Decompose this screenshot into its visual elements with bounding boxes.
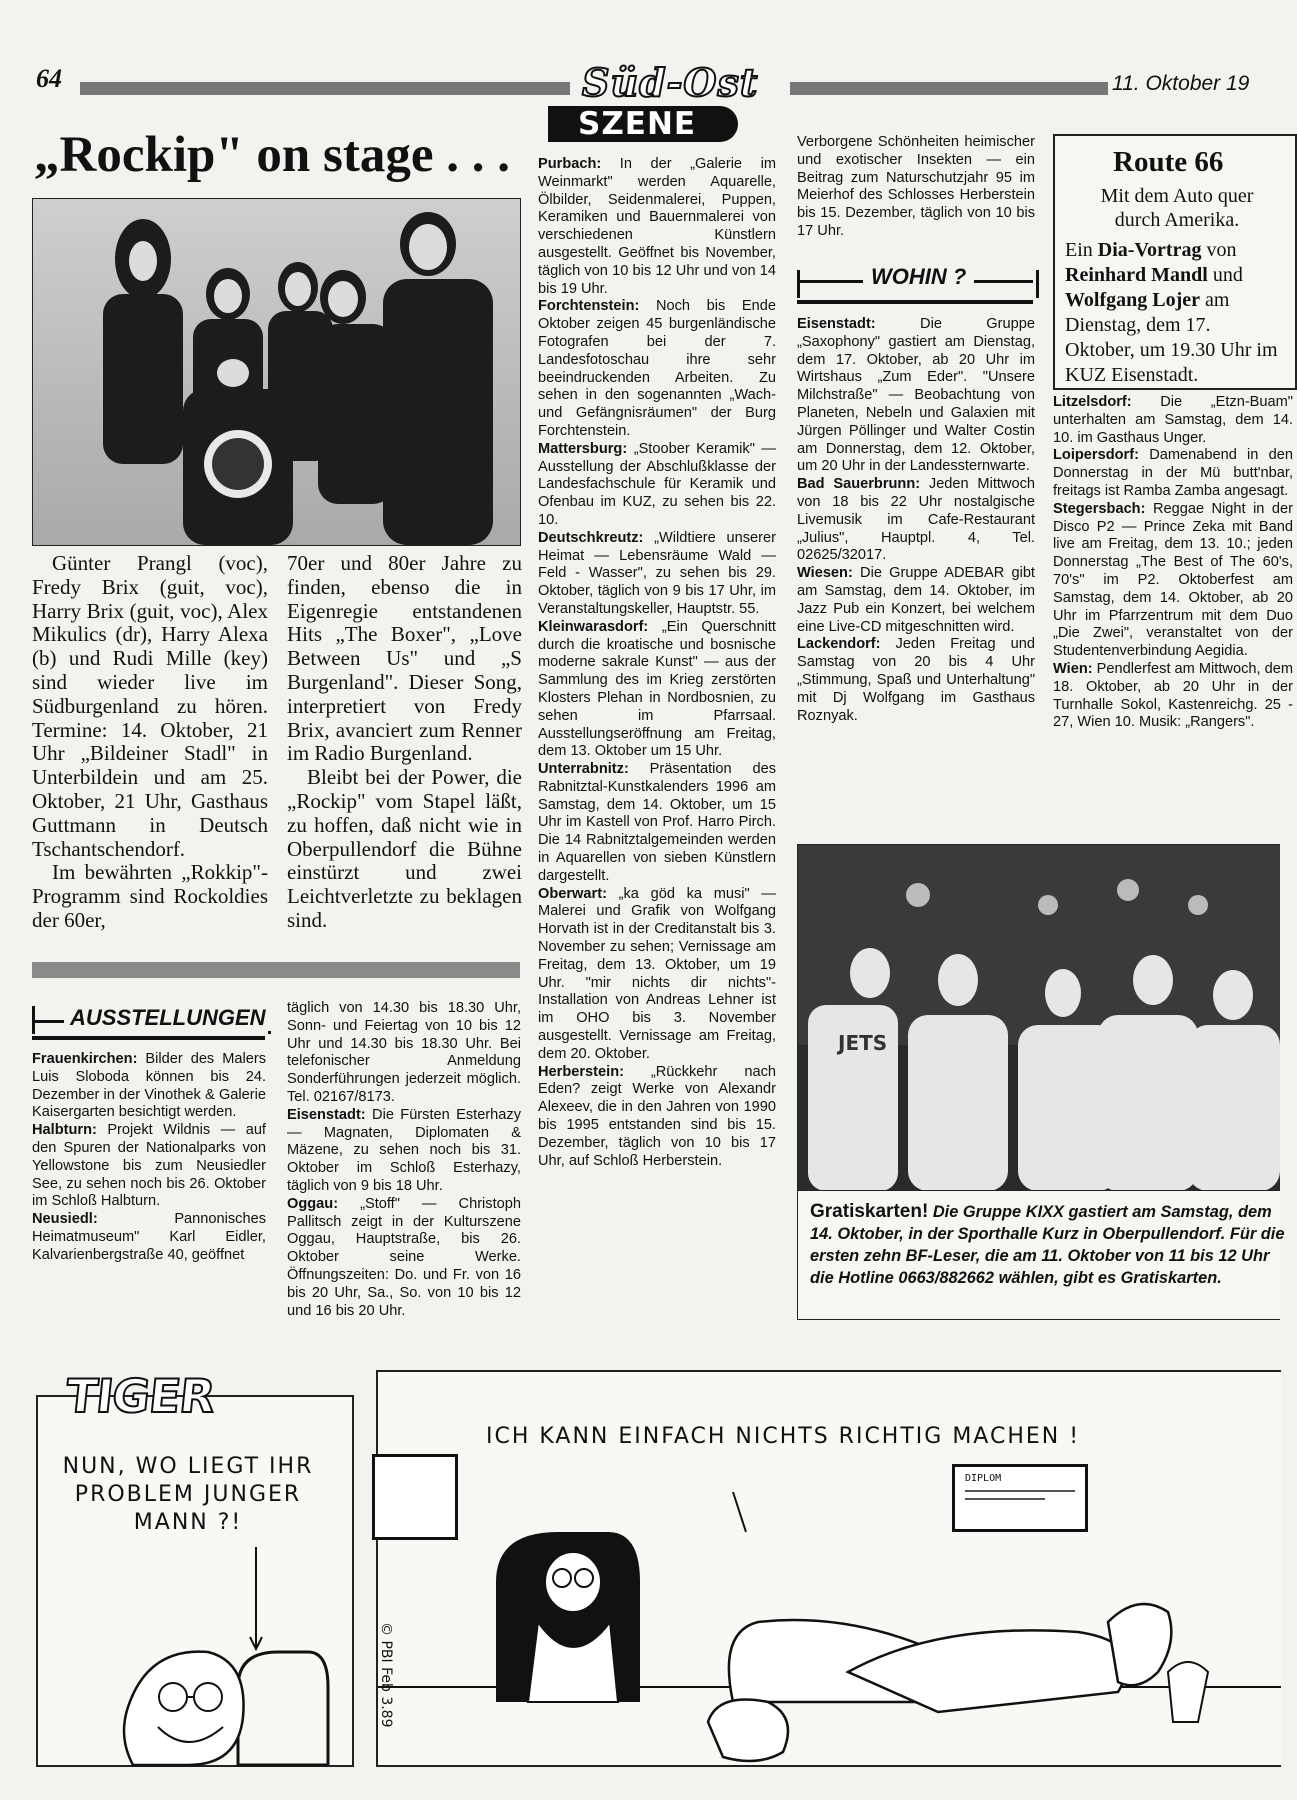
listing-item xyxy=(32,1211,266,1264)
kixx-band-photo xyxy=(797,844,1280,1192)
listing-item xyxy=(797,565,1035,636)
wohin-heading-box xyxy=(797,262,1033,306)
comic-speech-2: ICH KANN EINFACH NICHTS RICHTIG MACHEN ! xyxy=(486,1424,1081,1449)
listing-place: Wiesen: xyxy=(797,565,853,582)
wohin-right-col xyxy=(1053,394,1293,732)
listing-text: Die Gruppe ADEBAR gibt am Samstag, dem 14. Oktober, im Jazz Pub ein Konzert, bei welchem eine Live-CD mitgeschnitten wird. xyxy=(797,565,1035,635)
listing-item xyxy=(538,1064,776,1171)
listing-text: „Rückkehr nach Eden? zeigt Werke von Alexandr Alexeev, die in den Jahren von 1990 bis 1995 entstanden sind bis 15. Dezember, täglich von 10 bis 17 Uhr, auf Schloß Herberstein. xyxy=(538,1063,776,1169)
listing-text: Damenabend in den Donnerstag in der Mü butt'nbar, freitags ist Ramba Zamba angesagt. xyxy=(1053,447,1293,499)
listing-text: Die Gruppe „Saxophony" gastiert am Dienstag, dem 17. Oktober, ab 20 Uhr im Wirtshaus „Zum Eder". "Unsere Milchstraße" — Beobachtung von Planeten, Nebeln und Galaxien mit Jürgen Pöllinger und Walter Costin am Donnerstag, dem 12. Oktober, um 20 Uhr in der Landessternwarte. xyxy=(797,316,1035,475)
comic-speech-1: NUN, WO LIEGT IHR PROBLEM JUNGER MANN ?! xyxy=(62,1454,314,1535)
listing-place: Halbturn: xyxy=(32,1122,97,1139)
diploma-label: DIPLOM xyxy=(965,1473,1002,1484)
listing-item xyxy=(538,530,776,619)
listing-place: Oberwart: xyxy=(538,885,607,902)
patient-scene-drawing xyxy=(378,1372,1281,1765)
section-divider xyxy=(32,962,520,978)
listing-text: In der „Galerie im Weinmarkt" werden Aquarelle, Ölbilder, Seidenmalerei, Puppen, Keramiken und Bauernmalerei von verschiedenen Künstlern ausgestellt. Geöffnet bis November, täglich von 10 bis 12 Uhr und von 14 bis 19 Uhr. xyxy=(538,156,776,297)
listing-place: Loipersdorf: xyxy=(1053,447,1139,464)
route66-bold: Reinhard Mandl xyxy=(1065,264,1208,286)
kixx-photo-graphic xyxy=(798,845,1280,1191)
listing-text: „Wildtiere unserer Heimat — Lebensräume Wald — Feld - Wasser", zu sehen bis 29. Oktober, täglich von 9 bis 17 Uhr, im Veranstaltungskeller, Hauptstr. 55. xyxy=(538,529,776,617)
listing-place: Herberstein: xyxy=(538,1063,624,1080)
route66-text: am Dienstag, dem 17. Oktober, um 19.30 Uhr im KUZ Eisenstadt. xyxy=(1065,289,1278,386)
comic-panel-2 xyxy=(376,1370,1281,1767)
gratiskarten-lead: Gratiskarten! xyxy=(810,1201,929,1222)
issue-date: 11. Oktober 19 xyxy=(1112,72,1250,95)
listing-text: Projekt Wildnis — auf den Spuren der Nationalparks von Yellowstone bis zum Neusiedler See, zu sehen noch bis 26. Oktober im Schloß Halbturn. xyxy=(32,1122,266,1210)
route66-body xyxy=(1065,238,1285,388)
rockip-col1 xyxy=(32,552,268,933)
comic-panel-1 xyxy=(36,1369,354,1767)
listing-place: Frauenkirchen: xyxy=(32,1051,138,1067)
listing-place: Bad Sauerbrunn: xyxy=(797,476,921,493)
ausstellungen-heading-box xyxy=(32,1000,265,1040)
listing-text: „Stoober Keramik" — Ausstellung der Abschlußklasse der Landesfachschule für Keramik und Ofenbau im KUZ, zu sehen bis 22. 10. xyxy=(538,440,776,528)
listing-place: Eisenstadt: xyxy=(797,316,876,332)
listing-place: Unterrabnitz: xyxy=(538,761,629,778)
wohin-col xyxy=(797,316,1035,725)
listing-item xyxy=(1053,447,1293,500)
listing-item xyxy=(538,886,776,1064)
rockip-paragraph: Günter Prangl (voc), Fredy Brix (guit, voc), Harry Brix (guit, voc), Alex Mikulics (dr), Harry Alexa (b) und Rudi Mille (key) sind wieder live im Südburgenland zu hören. Termine: 14. Oktober, 21 Uhr „Bildeiner Stadl" in Unterbildein und am 25. Oktober, 21 Uhr, Gasthaus Guttmann in Deutsch Tschantschendorf. xyxy=(32,551,268,861)
listing-item xyxy=(287,1107,521,1196)
listing-item xyxy=(538,156,776,298)
band-photo-graphic xyxy=(33,199,520,545)
page-number: 64 xyxy=(36,64,62,93)
rockip-band-photo xyxy=(32,198,521,546)
wohin-heading: WOHIN ? xyxy=(863,264,974,290)
route66-text: Ein xyxy=(1065,239,1098,261)
listing-text: Noch bis Ende Oktober zeigen 45 burgenländische Fotografen bei der 7. Landesfotoschau ihre sehr beeindruckenden Arbeiten. Zu sehen in den sogenannten „Wach- und Gefängnisräumen" der Burg Forchtenstein. xyxy=(538,298,776,439)
listing-item xyxy=(1053,501,1293,661)
listing-item xyxy=(538,619,776,761)
route66-subtitle: Mit dem Auto quer durch Amerika. xyxy=(1100,185,1254,231)
listing-text: Bilder des Malers Luis Sloboda können bis 24. Dezember in der Vinothek & Galerie Kaisergarten besichtigt werden. xyxy=(32,1051,266,1121)
listing-item xyxy=(32,1122,266,1211)
listing-text: täglich von 14.30 bis 18.30 Uhr, Sonn- und Feiertag von 10 bis 12 Uhr und 14.30 bis 18.30 Uhr. Bei telefonischer Anmeldung Sonderführungen jederzeit möglich. Tel. 02167/8173. xyxy=(287,1000,521,1105)
listing-item xyxy=(538,761,776,886)
listing-text: „Ein Querschnitt durch die kroatische und bosnische moderne sakrale Kunst" — aus der Sammlung des im Krieg zerstörten Klosters Plehan in Nordbosnien, zu sehen im Pfarrsaal. Ausstellungseröffnung am Freitag, dem 13. Oktober um 15 Uhr. xyxy=(538,618,776,760)
listing-item xyxy=(287,1000,521,1107)
route66-bold: Wolfgang Lojer xyxy=(1065,289,1200,311)
listing-place: Wien: xyxy=(1053,660,1093,677)
listing-text: Reggae Night in der Disco P2 — Prince Zeka mit Band live am Freitag, dem 13. 10.; jeden Donnerstag „The Best of The 60's, 70's" im P2. Oktoberfest am Samstag, dem 14. Oktober, ab 20 Uhr im Pfarrzentrum mit dem Duo „Die Zwei", veranstaltet von der Studentenverbindung Aegidia. xyxy=(1053,500,1293,660)
listing-text: Präsentation des Rabnitztal-Kunstkalenders 1996 am Samstag, dem 14. Oktober, um 15 Uhr im Kastell von Prof. Harro Pirch. Die 14 Rabnitztalgemeinden werden in Aquarellen von sieben Künstlern dargestellt. xyxy=(538,761,776,884)
listing-place: Deutschkreutz: xyxy=(538,529,644,546)
listing-text: Pendlerfest am Mittwoch, dem 18. Oktober, ab 20 Uhr in der Turnhalle Sokol, Kastenreichg. 25 - 27, Wien 10. Musik: „Rangers". xyxy=(1053,660,1293,731)
header-rule-right xyxy=(790,82,1108,95)
listing-item xyxy=(538,298,776,440)
rockip-paragraph: Im bewährten „Rokkip"-Programm sind Rockoldies der 60er, xyxy=(32,860,268,932)
comic-copyright: © PBI Feb 3.89 xyxy=(378,1622,394,1728)
gratiskarten-body: Die Gruppe KIXX gastiert am Samstag, dem 14. Oktober, in der Sporthalle Kurz in Oberpullendorf. Für die ersten zehn BF-Leser, die am 11. Oktober von 11 bis 12 Uhr die Hotline 0663/882662 wählen, gibt es Gratiskarten. xyxy=(810,1203,1285,1287)
rockip-paragraph: 70er und 80er Jahre zu finden, ebenso die in Eigenregie entstandenen Hits „The Boxer", „Love Between Us" und „S Burgenland". Dieser Song, interpretiert von Fredy Brix, avanciert zum Renner im Radio Burgenland. xyxy=(287,551,522,766)
listing-place: Eisenstadt: xyxy=(287,1106,366,1123)
ausstellungen-heading: AUSSTELLUNGEN xyxy=(64,1005,272,1031)
listing-text: Die Fürsten Esterhazy — Magnaten, Diplomaten & Mäzene, zu sehen noch bis 31. Oktober im Schloß Esterhazy, täglich von 9 bis 18 Uhr. xyxy=(287,1106,521,1194)
route66-text: von xyxy=(1201,239,1237,261)
listing-text: „ka göd ka musi" — Malerei und Grafik von Wolfgang Horvath ist in der Creditanstalt bis 3. November zu sehen; Vernissage am Freitag, dem 13. Oktober, um 19 Uhr. "mir nichts dir nichts"-Installation von Andreas Lehner ist im OHO bis 3. November ausgestellt. Vernissage am Freitag, dem 20. Oktober. xyxy=(538,885,776,1062)
listing-place: Neusiedl: xyxy=(32,1211,98,1228)
gratiskarten-box xyxy=(797,1190,1285,1320)
header-rule-left xyxy=(80,82,570,95)
listing-place: Litzelsdorf: xyxy=(1053,394,1132,410)
logo-sued-ost: Süd-Ost xyxy=(582,60,759,105)
listing-item xyxy=(32,1051,266,1122)
rockip-headline: „Rockip" on stage . . . xyxy=(34,127,511,183)
listing-place: Oggau: xyxy=(287,1195,339,1212)
gratiskarten-text xyxy=(810,1201,1290,1289)
listing-item xyxy=(797,316,1035,476)
svg-text:JETS: JETS xyxy=(838,1031,888,1055)
listing-item xyxy=(287,1196,521,1321)
listing-item xyxy=(1053,661,1293,732)
listing-item xyxy=(797,636,1035,725)
logo-szene-text: SZENE xyxy=(578,106,697,142)
psychiatrist-drawing xyxy=(38,1397,352,1765)
ausstellungen-col3 xyxy=(538,156,776,1170)
route66-bold: Dia-Vortrag xyxy=(1097,239,1202,261)
route66-title: Route 66 xyxy=(1113,146,1224,178)
comic-title: TIGER xyxy=(63,1369,217,1423)
listing-item xyxy=(1053,394,1293,447)
listing-text: Jeden Mittwoch von 18 bis 22 Uhr nostalgische Livemusik im Cafe-Restaurant „Julius", Hauptpl. 4, Tel. 02625/32017. xyxy=(797,476,1035,564)
listing-text: Pannonisches Heimatmuseum" Karl Eidler, Kalvarienbergstraße 40, geöffnet xyxy=(32,1211,266,1263)
listing-text: „Stoff" — Christoph Pallitsch zeigt in der Kulturszene Oggau, Hauptstraße, bis 26. Oktober seine Werke. Öffnungszeiten: Do. und Fr. von 16 bis 20 Uhr, Sa., So. von 10 bis 12 und 16 bis 20 Uhr. xyxy=(287,1195,521,1319)
listing-text: Die „Etzn-Buam" unterhalten am Samstag, dem 14. 10. im Gasthaus Unger. xyxy=(1053,394,1293,446)
listing-place: Stegersbach: xyxy=(1053,500,1146,517)
section-logo xyxy=(548,60,780,145)
route66-box xyxy=(1053,134,1297,390)
listing-place: Purbach: xyxy=(538,156,602,172)
listing-item xyxy=(538,441,776,530)
listing-place: Mattersburg: xyxy=(538,440,628,457)
ausstellungen-col1 xyxy=(32,1051,266,1265)
listing-place: Forchtenstein: xyxy=(538,298,640,315)
listing-item xyxy=(797,476,1035,565)
rockip-paragraph: Bleibt bei der Power, die „Rockip" vom Stapel läßt, zu hoffen, daß nicht wie in Oberpullendorf die Bühne einstürzt und zwei Leichtverletzte zu beklagen sind. xyxy=(287,765,522,932)
listing-place: Lackendorf: xyxy=(797,636,881,653)
ausstellungen-col2 xyxy=(287,1000,521,1320)
rockip-col2 xyxy=(287,552,522,933)
herberstein-continued: Verborgene Schönheiten heimischer und exotischer Insekten — ein Beitrag zum Naturschutzjahr 95 im Meierhof des Schlosses Herberstein bis 15. Dezember, täglich von 10 bis 17 Uhr. xyxy=(797,134,1035,239)
listing-text: Jeden Freitag und Samstag von 20 bis 4 Uhr „Stimmung, Spaß und Unterhaltung" mit Dj Wolfgang im Gasthaus Roznyak. xyxy=(797,636,1035,724)
listing-place: Kleinwarasdorf: xyxy=(538,618,649,635)
route66-text: und xyxy=(1207,264,1243,286)
